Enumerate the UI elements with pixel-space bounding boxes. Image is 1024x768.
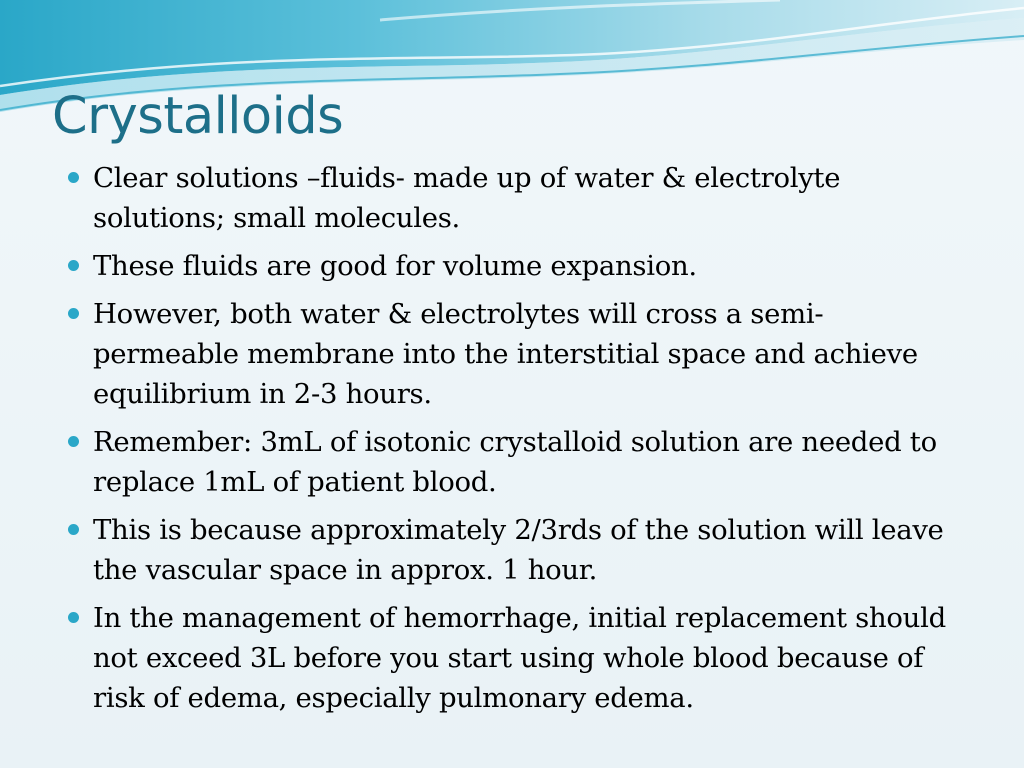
- bullet-item-6: [65, 598, 965, 718]
- bullet-item-5: [65, 510, 965, 590]
- bullet-dot-icon: [68, 308, 79, 319]
- bullet-dot-icon: [68, 172, 79, 183]
- bullet-item-4: [65, 422, 965, 502]
- bullet-text: In the management of hemorrhage, initial replacement should not exceed 3L before you start using whole blood because of risk of edema, especially pulmonary edema.: [93, 602, 946, 714]
- bullet-item-3: [65, 294, 965, 414]
- bullet-dot-icon: [68, 612, 79, 623]
- bullet-dot-icon: [68, 436, 79, 447]
- bullet-text: Clear solutions –fluids- made up of water & electrolyte solutions; small molecules.: [93, 162, 841, 234]
- bullet-item-2: [65, 246, 965, 286]
- bullet-text: These fluids are good for volume expansion.: [93, 250, 697, 282]
- bullet-item-1: [65, 158, 965, 238]
- bullet-text: This is because approximately 2/3rds of the solution will leave the vascular space in approx. 1 hour.: [93, 514, 944, 586]
- bullet-dot-icon: [68, 260, 79, 271]
- bullet-text: However, both water & electrolytes will cross a semi-permeable membrane into the interstitial space and achieve equilibrium in 2-3 hours.: [93, 298, 918, 410]
- bullet-text: Remember: 3mL of isotonic crystalloid solution are needed to replace 1mL of patient blood.: [93, 426, 937, 498]
- bullet-list: [65, 158, 965, 726]
- slide-title: Crystalloids: [52, 87, 344, 146]
- bullet-dot-icon: [68, 524, 79, 535]
